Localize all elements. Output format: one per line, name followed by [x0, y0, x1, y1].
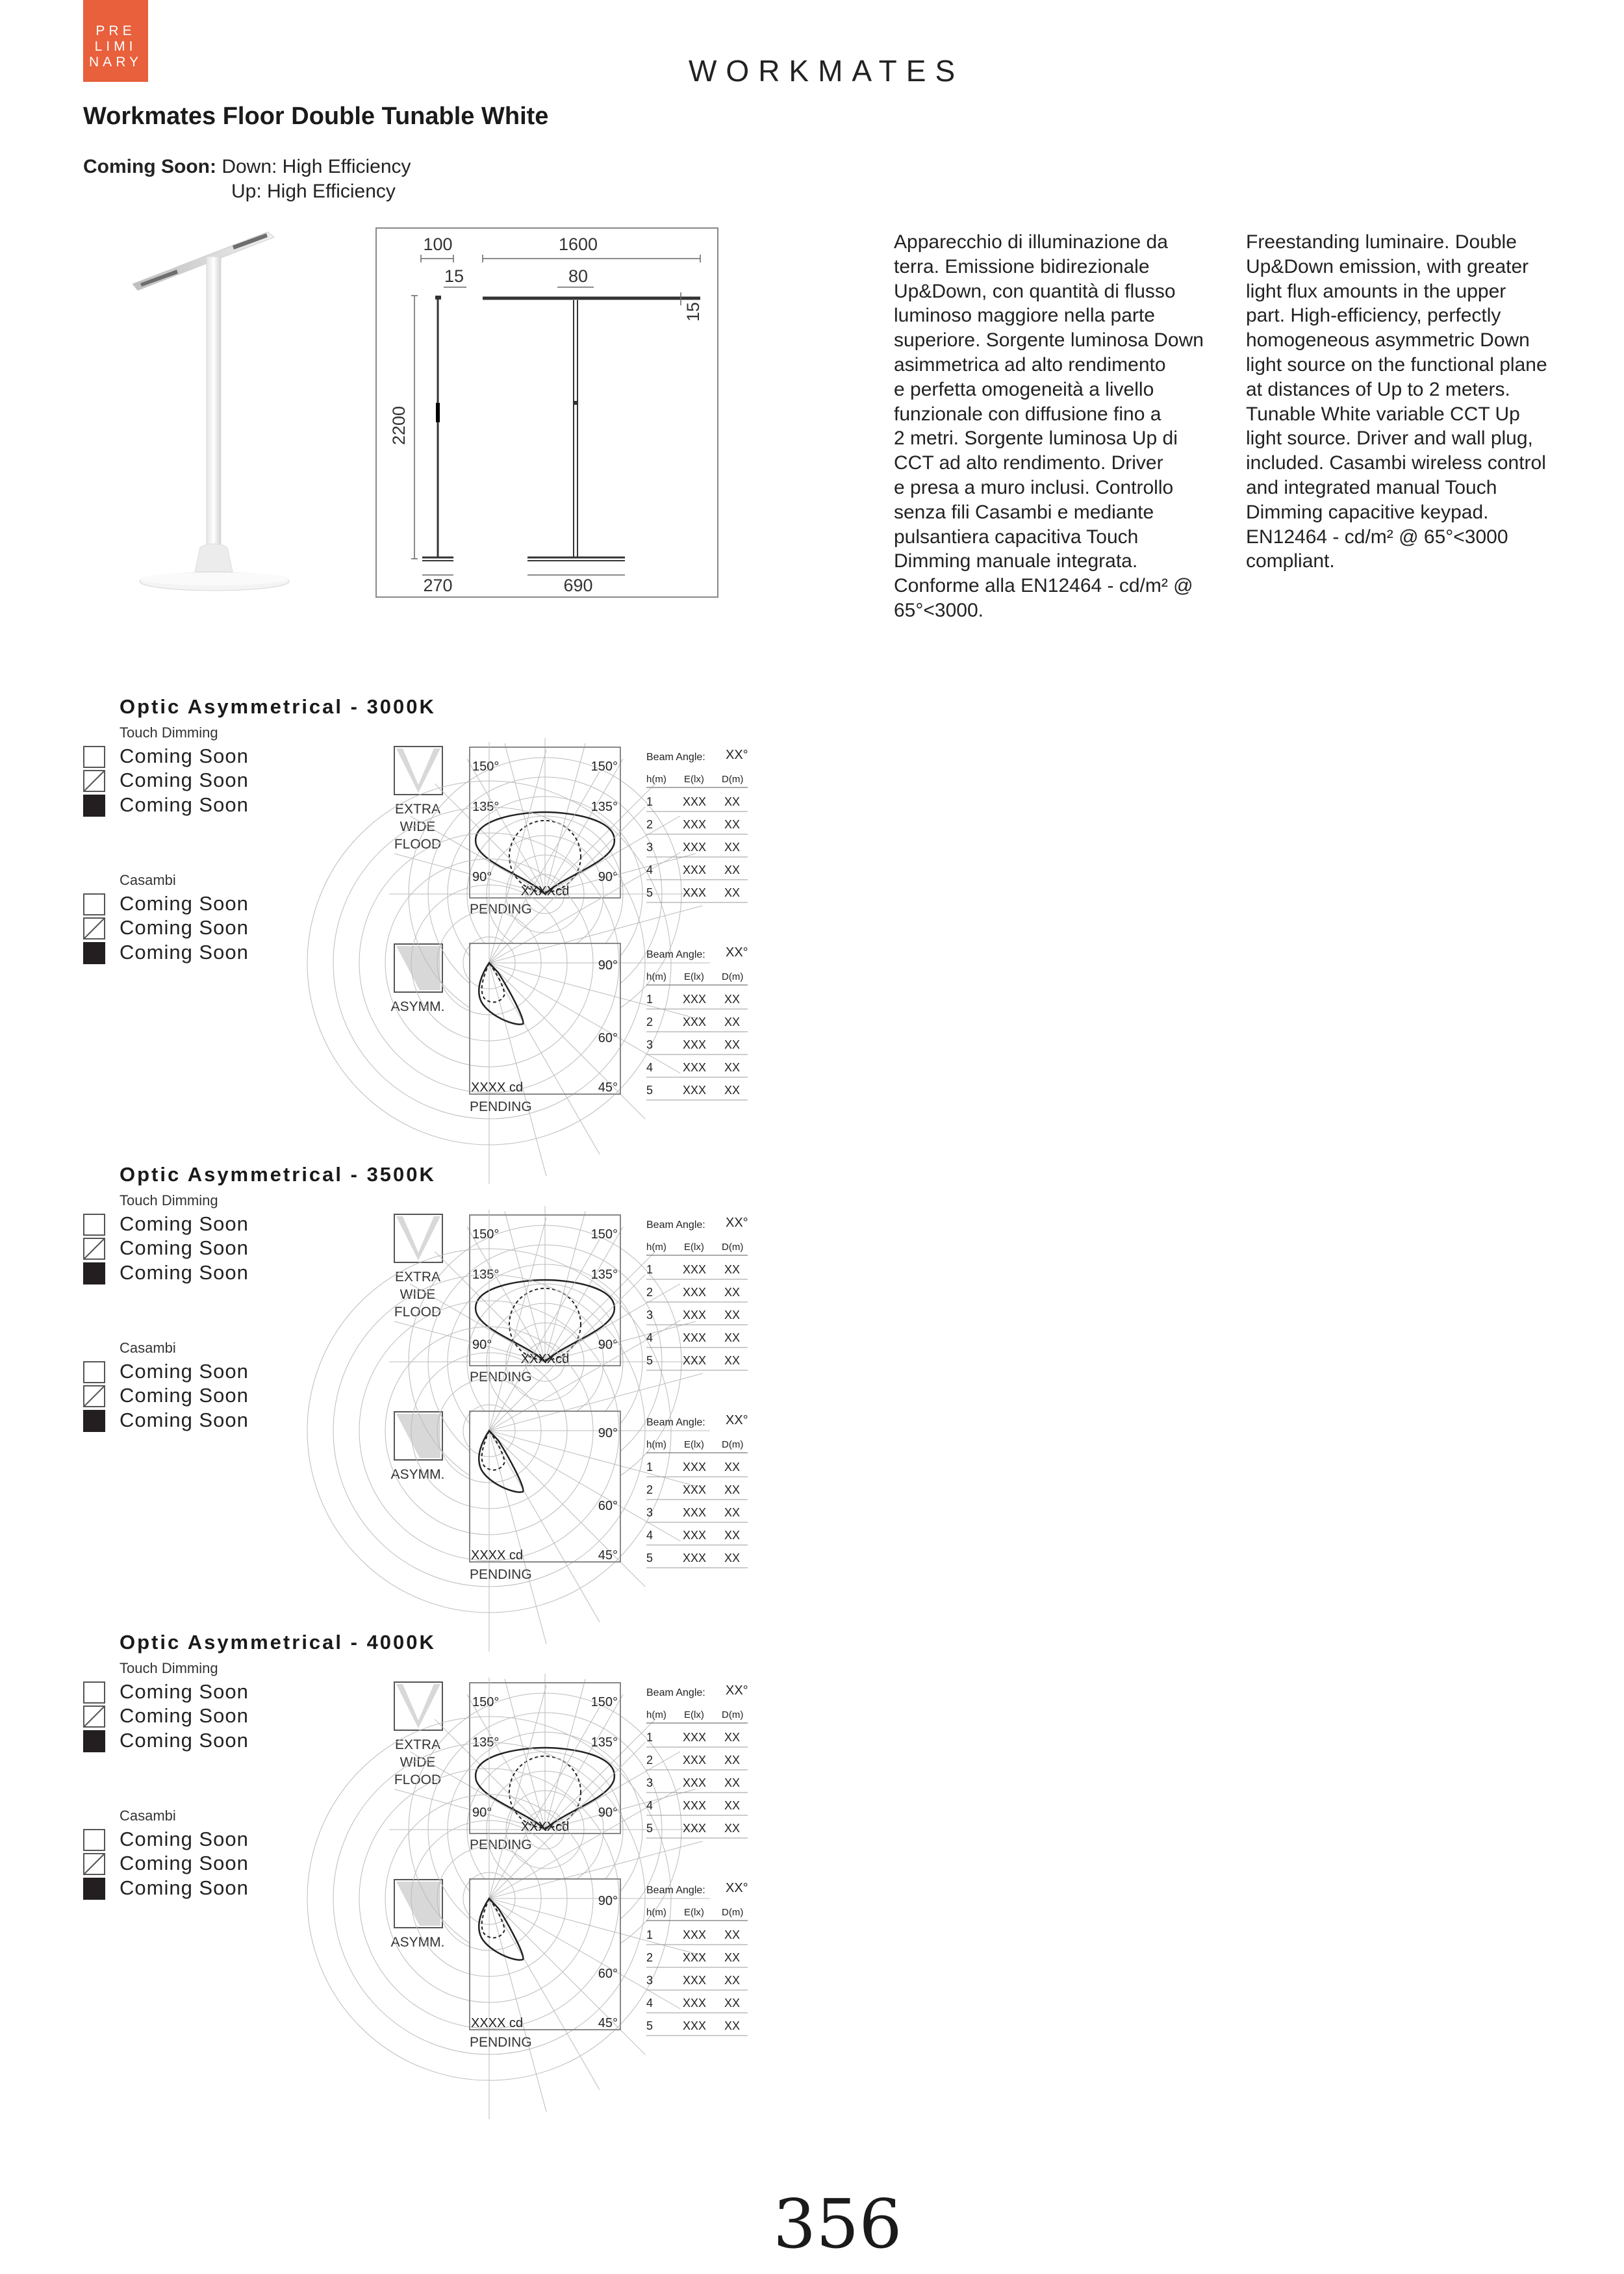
color-swatch-split: [83, 1238, 105, 1260]
polar-diagram-asymm: [470, 943, 622, 1095]
table-cell: 4: [646, 1331, 653, 1344]
table-cell: XXX: [683, 1552, 707, 1565]
desc-en-line: Tunable White variable CCT Up: [1246, 403, 1520, 425]
table-cell: XXX: [683, 1461, 707, 1474]
coming-soon-item: Coming Soon: [120, 1384, 249, 1407]
dim-690: 690: [563, 576, 593, 595]
angle-label-90: 90°: [472, 870, 492, 884]
color-swatch-split: [83, 770, 105, 792]
pending-label: PENDING: [470, 1567, 532, 1582]
badge-line: NARY: [89, 55, 142, 70]
desc-en-line: part. High-efficiency, perfectly: [1246, 305, 1501, 327]
brand-title: WORKMATES: [689, 54, 965, 88]
preliminary-badge: [83, 0, 148, 82]
diagonal-icon: [83, 917, 105, 939]
angle-label-60: 60°: [598, 1499, 618, 1513]
table-cell: 1: [646, 1461, 653, 1474]
angle-label-90: 90°: [598, 958, 618, 973]
table-cell: 2: [646, 1286, 653, 1299]
table-header: D(m): [722, 1439, 744, 1450]
table-cell: 2: [646, 1016, 653, 1028]
table-cell: XX: [724, 1799, 741, 1812]
angle-label-45: 45°: [598, 2016, 618, 2030]
angle-label-60: 60°: [598, 1967, 618, 1981]
color-swatch-white: [83, 1361, 105, 1383]
table-cell: XX: [724, 993, 741, 1006]
table-cell: XXX: [683, 1061, 707, 1074]
candela-label: XXXXcd: [520, 1820, 570, 1834]
table-header: E(lx): [684, 1439, 704, 1450]
section-title: Optic Asymmetrical - 4000K: [120, 1631, 436, 1654]
section-title: Optic Asymmetrical - 3000K: [120, 695, 436, 718]
beam-angle-label: Beam Angle:: [646, 752, 705, 763]
table-cell: XXX: [683, 1951, 707, 1964]
table-header: D(m): [722, 1907, 744, 1918]
table-cell: XXX: [683, 1799, 707, 1812]
coming-soon-item: Coming Soon: [120, 1876, 249, 1899]
angle-label-135: 135°: [590, 1735, 618, 1750]
table-header: E(lx): [684, 1242, 704, 1253]
extra-wide-flood-icon: [394, 746, 443, 795]
table-cell: XXX: [683, 841, 707, 854]
extra-wide-flood-icon: [394, 1681, 443, 1731]
table-cell: 4: [646, 1529, 653, 1542]
table-header: E(lx): [684, 1709, 704, 1720]
candela-label: XXXX cd: [471, 1080, 524, 1095]
dim-270: 270: [423, 576, 453, 595]
table-header: E(lx): [684, 1907, 704, 1918]
table-header: D(m): [722, 971, 744, 982]
beam-angle-value: XX°: [726, 1216, 748, 1230]
table-cell: XX: [724, 1016, 741, 1028]
table-cell: XX: [724, 1506, 741, 1519]
coming-soon-line-1: [83, 156, 411, 178]
angle-label-135: 135°: [472, 1735, 500, 1750]
candela-label: XXXX cd: [471, 2016, 524, 2030]
table-header: h(m): [646, 971, 666, 982]
table-cell: XX: [724, 2019, 741, 2032]
desc-en-line: at distances of Up to 2 meters.: [1246, 378, 1510, 400]
flood-label-line: FLOOD: [394, 1305, 442, 1320]
angle-label-90: 90°: [472, 1338, 492, 1352]
table-cell: 3: [646, 1309, 653, 1322]
table-cell: XXX: [683, 1309, 707, 1322]
coming-soon-item: Coming Soon: [120, 1409, 249, 1431]
coming-soon-label: Coming Soon:: [83, 156, 216, 177]
polar-diagram-flood: [470, 1683, 622, 1835]
coming-soon-item: Coming Soon: [120, 1729, 249, 1752]
desc-it-line: asimmetrica ad alto rendimento: [894, 353, 1166, 376]
diagonal-icon: [83, 1853, 105, 1875]
table-header: E(lx): [684, 971, 704, 982]
flood-label-line: FLOOD: [394, 837, 442, 852]
table-cell: XX: [724, 863, 741, 876]
beam-angle-label: Beam Angle:: [646, 1220, 705, 1231]
candela-label: XXXXcd: [520, 884, 570, 899]
angle-label-150: 150°: [590, 1227, 618, 1242]
angle-label-150: 150°: [472, 1227, 500, 1242]
table-cell: 5: [646, 2019, 653, 2032]
flood-label-line: EXTRA: [394, 1737, 440, 1752]
table-cell: 3: [646, 1506, 653, 1519]
table-cell: XXX: [683, 1286, 707, 1299]
badge-line: PRE: [95, 23, 136, 38]
color-swatch-white: [83, 746, 105, 768]
flood-label-line: WIDE: [400, 819, 436, 834]
desc-it-line: pulsantiera capacitiva Touch: [894, 526, 1139, 548]
candela-label: XXXX cd: [471, 1548, 524, 1563]
table-cell: XX: [724, 1974, 741, 1987]
beam-table: [646, 1878, 757, 2032]
table-cell: XX: [724, 1951, 741, 1964]
flood-label-line: WIDE: [400, 1287, 436, 1302]
angle-label-135: 135°: [472, 800, 500, 814]
color-swatch-black: [83, 942, 105, 964]
table-cell: XXX: [683, 1776, 707, 1789]
color-swatch-split: [83, 1385, 105, 1407]
color-swatch-white: [83, 1829, 105, 1851]
table-cell: XX: [724, 1263, 741, 1276]
table-cell: XXX: [683, 1731, 707, 1744]
table-cell: 4: [646, 1799, 653, 1812]
table-cell: XXX: [683, 818, 707, 831]
color-swatch-white: [83, 893, 105, 915]
desc-it-line: Conforme alla EN12464 - cd/m² @: [894, 575, 1193, 597]
touch-dimming-label: Touch Dimming: [120, 1192, 218, 1208]
flood-label-line: EXTRA: [394, 802, 440, 817]
desc-it-line: funzionale con diffusione fino a: [894, 403, 1161, 425]
table-cell: XX: [724, 1928, 741, 1941]
touch-dimming-label: Touch Dimming: [120, 724, 218, 741]
table-cell: XXX: [683, 1263, 707, 1276]
dim-1600: 1600: [558, 235, 598, 254]
table-header: D(m): [722, 1709, 744, 1720]
table-cell: 5: [646, 1354, 653, 1367]
table-cell: 3: [646, 1776, 653, 1789]
desc-en-line: homogeneous asymmetric Down: [1246, 329, 1530, 351]
dim-2200: 2200: [389, 405, 409, 446]
table-cell: 5: [646, 1084, 653, 1097]
desc-it-line: luminoso maggiore nella parte: [894, 305, 1155, 327]
table-header: h(m): [646, 1242, 666, 1253]
beam-angle-value: XX°: [726, 1881, 748, 1895]
flood-label-line: EXTRA: [394, 1270, 440, 1284]
table-cell: 1: [646, 795, 653, 808]
table-cell: XXX: [683, 993, 707, 1006]
table-cell: XX: [724, 1822, 741, 1835]
angle-label-150: 150°: [472, 760, 500, 774]
table-cell: 5: [646, 886, 653, 899]
dim-100: 100: [423, 235, 453, 254]
badge-line: LIMI: [94, 39, 137, 54]
table-cell: XX: [724, 886, 741, 899]
color-swatch-white: [83, 1681, 105, 1704]
polar-diagram-asymm: [470, 1411, 622, 1563]
table-cell: XXX: [683, 1354, 707, 1367]
diagonal-icon: [83, 1385, 105, 1407]
table-cell: 3: [646, 841, 653, 854]
table-cell: XX: [724, 1754, 741, 1767]
coming-soon-item: Coming Soon: [120, 1360, 249, 1383]
table-cell: XX: [724, 1331, 741, 1344]
table-header: h(m): [646, 1709, 666, 1720]
touch-dimming-label: Touch Dimming: [120, 1660, 218, 1676]
beam-table: [646, 745, 757, 899]
angle-label-90: 90°: [598, 1426, 618, 1440]
beam-angle-value: XX°: [726, 1683, 748, 1698]
desc-en-line: Up&Down emission, with greater: [1246, 255, 1529, 277]
desc-it-line: 2 metri. Sorgente luminosa Up di: [894, 428, 1178, 450]
diagonal-icon: [83, 1706, 105, 1728]
coming-soon-item: Coming Soon: [120, 1852, 249, 1874]
color-swatch-black: [83, 795, 105, 817]
table-cell: XX: [724, 1038, 741, 1051]
desc-it-line: e perfetta omogeneità a livello: [894, 378, 1154, 400]
table-cell: XX: [724, 1552, 741, 1565]
angle-label-45: 45°: [598, 1080, 618, 1095]
table-cell: XXX: [683, 1974, 707, 1987]
dimension-drawing: [375, 227, 720, 599]
angle-label-90: 90°: [598, 1338, 618, 1352]
coming-soon-item: Coming Soon: [120, 769, 249, 791]
color-swatch-black: [83, 1262, 105, 1284]
angle-label-135: 135°: [590, 1268, 618, 1282]
angle-label-90: 90°: [598, 870, 618, 884]
pending-label: PENDING: [470, 902, 532, 917]
table-cell: XX: [724, 1776, 741, 1789]
desc-en-line: light source. Driver and wall plug,: [1246, 428, 1533, 450]
table-cell: XX: [724, 1731, 741, 1744]
beam-angle-value: XX°: [726, 748, 748, 762]
table-cell: 4: [646, 863, 653, 876]
table-cell: XXX: [683, 2019, 707, 2032]
desc-en-line: Freestanding luminaire. Double: [1246, 231, 1517, 253]
table-cell: XXX: [683, 1529, 707, 1542]
coming-soon-item: Coming Soon: [120, 1212, 249, 1235]
desc-en-line: EN12464 - cd/m² @ 65°<3000: [1246, 526, 1508, 548]
asymmetric-beam-icon: [394, 1879, 443, 1928]
color-swatch-black: [83, 1730, 105, 1752]
coming-soon-item: Coming Soon: [120, 916, 249, 939]
table-cell: 1: [646, 1731, 653, 1744]
section-title: Optic Asymmetrical - 3500K: [120, 1163, 436, 1186]
desc-en-line: Dimming capacitive keypad.: [1246, 501, 1489, 523]
angle-label-135: 135°: [472, 1268, 500, 1282]
color-swatch-split: [83, 1853, 105, 1875]
desc-it-line: 65°<3000.: [894, 599, 983, 621]
asymmetric-beam-icon: [394, 1411, 443, 1461]
desc-it-line: Up&Down, con quantità di flusso: [894, 280, 1176, 302]
extra-wide-flood-icon: [394, 1214, 443, 1263]
product-title: Workmates Floor Double Tunable White: [83, 103, 549, 130]
angle-label-150: 150°: [590, 760, 618, 774]
table-cell: XXX: [683, 1506, 707, 1519]
flood-label-line: WIDE: [400, 1755, 436, 1770]
angle-label-90: 90°: [598, 1894, 618, 1908]
table-header: D(m): [722, 774, 744, 785]
angle-label-135: 135°: [590, 800, 618, 814]
angle-label-45: 45°: [598, 1548, 618, 1563]
table-cell: 5: [646, 1822, 653, 1835]
desc-en-line: and integrated manual Touch: [1246, 476, 1497, 498]
desc-it-line: Apparecchio di illuminazione da: [894, 231, 1168, 253]
casambi-label: Casambi: [120, 1340, 176, 1356]
color-swatch-white: [83, 1214, 105, 1236]
angle-label-90: 90°: [472, 1806, 492, 1820]
color-swatch-black: [83, 1410, 105, 1432]
asymmetric-beam-icon: [394, 943, 443, 993]
table-cell: XXX: [683, 886, 707, 899]
table-cell: XX: [724, 1461, 741, 1474]
table-cell: 1: [646, 993, 653, 1006]
color-swatch-black: [83, 1878, 105, 1900]
table-cell: 4: [646, 1061, 653, 1074]
dim-80: 80: [568, 266, 589, 286]
coming-soon-item: Coming Soon: [120, 892, 249, 915]
asymm-label: ASYMM.: [390, 999, 445, 1014]
table-cell: XX: [724, 1354, 741, 1367]
beam-table: [646, 1212, 757, 1367]
page-number: 356: [773, 2184, 902, 2264]
table-header: h(m): [646, 1439, 666, 1450]
table-cell: 3: [646, 1974, 653, 1987]
table-cell: 1: [646, 1263, 653, 1276]
pending-label: PENDING: [470, 1837, 532, 1852]
table-cell: 1: [646, 1928, 653, 1941]
coming-soon-item: Coming Soon: [120, 941, 249, 964]
table-cell: XXX: [683, 1016, 707, 1028]
coming-soon-item: Coming Soon: [120, 1236, 249, 1259]
flood-label-line: FLOOD: [394, 1772, 442, 1787]
desc-en-line: included. Casambi wireless control: [1246, 452, 1546, 474]
table-cell: XXX: [683, 863, 707, 876]
table-cell: 5: [646, 1552, 653, 1565]
diagonal-icon: [83, 1238, 105, 1260]
table-cell: XXX: [683, 1331, 707, 1344]
pending-label: PENDING: [470, 2035, 532, 2050]
asymm-label: ASYMM.: [390, 1935, 445, 1950]
table-cell: XX: [724, 1061, 741, 1074]
table-cell: 4: [646, 1997, 653, 2010]
table-header: E(lx): [684, 774, 704, 785]
angle-label-150: 150°: [472, 1695, 500, 1709]
lamp-photo: [123, 218, 292, 607]
angle-label-60: 60°: [598, 1031, 618, 1045]
desc-it-line: senza fili Casambi e mediante: [894, 501, 1154, 523]
table-cell: XXX: [683, 1483, 707, 1496]
color-swatch-split: [83, 1706, 105, 1728]
table-cell: XXX: [683, 1928, 707, 1941]
angle-label-90: 90°: [598, 1806, 618, 1820]
table-cell: 2: [646, 1951, 653, 1964]
table-cell: XX: [724, 841, 741, 854]
coming-soon-item: Coming Soon: [120, 1704, 249, 1727]
coming-soon-item: Coming Soon: [120, 793, 249, 816]
beam-angle-label: Beam Angle:: [646, 1417, 705, 1428]
coming-soon-item: Coming Soon: [120, 745, 249, 767]
desc-it-line: superiore. Sorgente luminosa Down: [894, 329, 1204, 351]
table-cell: XX: [724, 1529, 741, 1542]
table-cell: XXX: [683, 1754, 707, 1767]
coming-soon-item: Coming Soon: [120, 1680, 249, 1703]
coming-soon-up: Up: High Efficiency: [231, 181, 396, 202]
coming-soon-item: Coming Soon: [120, 1261, 249, 1284]
color-swatch-split: [83, 917, 105, 939]
table-cell: XXX: [683, 1997, 707, 2010]
coming-soon-down: Down: High Efficiency: [222, 156, 411, 177]
desc-en-line: light flux amounts in the upper: [1246, 280, 1506, 302]
table-cell: 2: [646, 818, 653, 831]
desc-it-line: terra. Emissione bidirezionale: [894, 255, 1150, 277]
table-cell: 3: [646, 1038, 653, 1051]
table-cell: XX: [724, 1997, 741, 2010]
table-header: D(m): [722, 1242, 744, 1253]
table-cell: XX: [724, 1084, 741, 1097]
casambi-label: Casambi: [120, 872, 176, 888]
desc-it-line: e presa a muro inclusi. Controllo: [894, 476, 1174, 498]
table-header: h(m): [646, 774, 666, 785]
dim-15-side: 15: [683, 301, 703, 322]
candela-label: XXXXcd: [520, 1352, 570, 1366]
beam-angle-label: Beam Angle:: [646, 1687, 705, 1698]
description-italian: [894, 230, 1225, 623]
polar-diagram-asymm: [470, 1879, 622, 2031]
desc-en-line: light source on the functional plane: [1246, 353, 1547, 376]
table-cell: XXX: [683, 1822, 707, 1835]
dim-15-top: 15: [444, 266, 464, 286]
pending-label: PENDING: [470, 1370, 532, 1385]
description-english: [1246, 230, 1577, 574]
table-cell: XX: [724, 1286, 741, 1299]
beam-table: [646, 1680, 757, 1835]
angle-label-150: 150°: [590, 1695, 618, 1709]
desc-it-line: CCT ad alto rendimento. Driver: [894, 452, 1163, 474]
table-cell: XX: [724, 818, 741, 831]
table-cell: XXX: [683, 1038, 707, 1051]
table-cell: XX: [724, 1309, 741, 1322]
table-cell: 2: [646, 1483, 653, 1496]
beam-angle-label: Beam Angle:: [646, 1885, 705, 1896]
desc-it-line: Dimming manuale integrata.: [894, 550, 1138, 572]
table-header: h(m): [646, 1907, 666, 1918]
desc-en-line: compliant.: [1246, 550, 1335, 572]
table-cell: XX: [724, 795, 741, 808]
beam-table: [646, 1410, 757, 1565]
table-cell: XX: [724, 1483, 741, 1496]
table-cell: XXX: [683, 795, 707, 808]
table-cell: XXX: [683, 1084, 707, 1097]
asymm-label: ASYMM.: [390, 1467, 445, 1482]
beam-angle-value: XX°: [726, 945, 748, 960]
polar-diagram-flood: [470, 747, 622, 899]
coming-soon-item: Coming Soon: [120, 1828, 249, 1850]
table-cell: 2: [646, 1754, 653, 1767]
pending-label: PENDING: [470, 1099, 532, 1114]
beam-angle-value: XX°: [726, 1413, 748, 1427]
polar-diagram-flood: [470, 1215, 622, 1367]
beam-angle-label: Beam Angle:: [646, 949, 705, 960]
beam-table: [646, 942, 757, 1097]
diagonal-icon: [83, 770, 105, 792]
casambi-label: Casambi: [120, 1808, 176, 1824]
